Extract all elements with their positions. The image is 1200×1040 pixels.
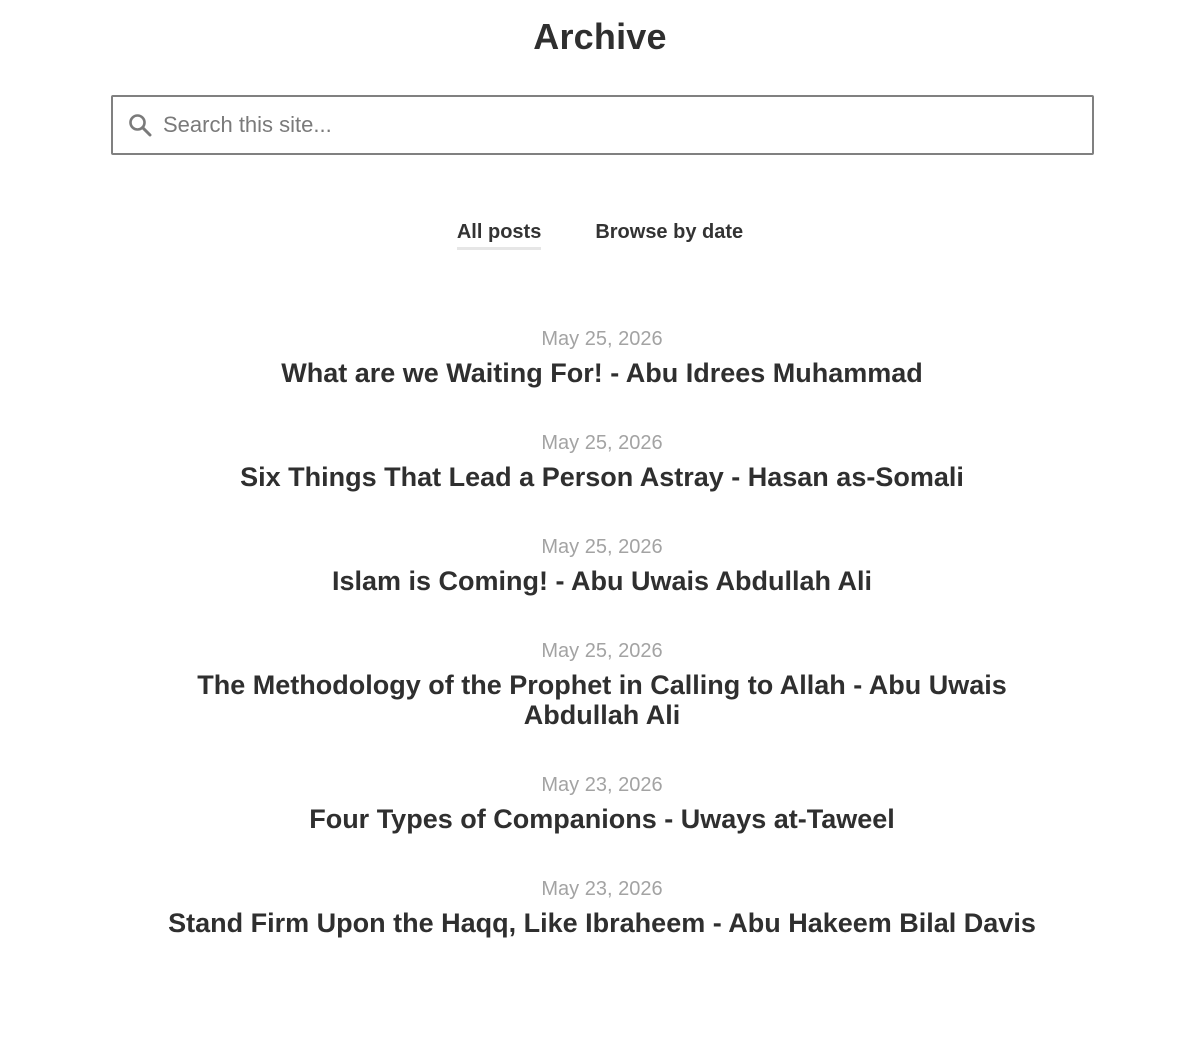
list-item — [100, 770, 1104, 834]
post-title-link[interactable]: Four Types of Companions - Uways at-Taweel — [309, 804, 895, 834]
post-date: May 25, 2026 — [541, 536, 663, 558]
list-item — [100, 428, 1104, 492]
post-date: May 23, 2026 — [541, 878, 663, 900]
post-title-link[interactable]: The Methodology of the Prophet in Calling to Allah - Abu Uwais Abdullah Ali — [197, 670, 1007, 730]
post-title-link[interactable]: Stand Firm Upon the Haqq, Like Ibraheem - Abu Hakeem Bilal Davis — [168, 908, 1036, 938]
post-title-link[interactable]: What are we Waiting For! - Abu Idrees Muhammad — [281, 358, 923, 388]
post-date: May 25, 2026 — [541, 328, 663, 350]
list-item — [100, 636, 1104, 730]
page-title: Archive — [533, 16, 667, 57]
post-title-link[interactable]: Islam is Coming! - Abu Uwais Abdullah Ali — [331, 566, 873, 596]
search-box[interactable] — [111, 95, 1094, 155]
list-item — [100, 874, 1104, 938]
list-item — [100, 532, 1104, 596]
post-date: May 23, 2026 — [541, 774, 663, 796]
post-date: May 25, 2026 — [541, 432, 663, 454]
post-date: May 25, 2026 — [541, 640, 663, 662]
search-icon[interactable] — [127, 112, 153, 138]
archive-tabs — [0, 218, 1200, 250]
tab-all-posts[interactable]: All posts — [457, 218, 541, 250]
post-list — [100, 324, 1104, 978]
post-title-link[interactable]: Six Things That Lead a Person Astray - Hasan as-Somali — [240, 462, 964, 492]
tab-browse-by-date[interactable]: Browse by date — [595, 221, 744, 243]
list-item — [100, 324, 1104, 388]
search-input[interactable] — [163, 97, 1092, 153]
